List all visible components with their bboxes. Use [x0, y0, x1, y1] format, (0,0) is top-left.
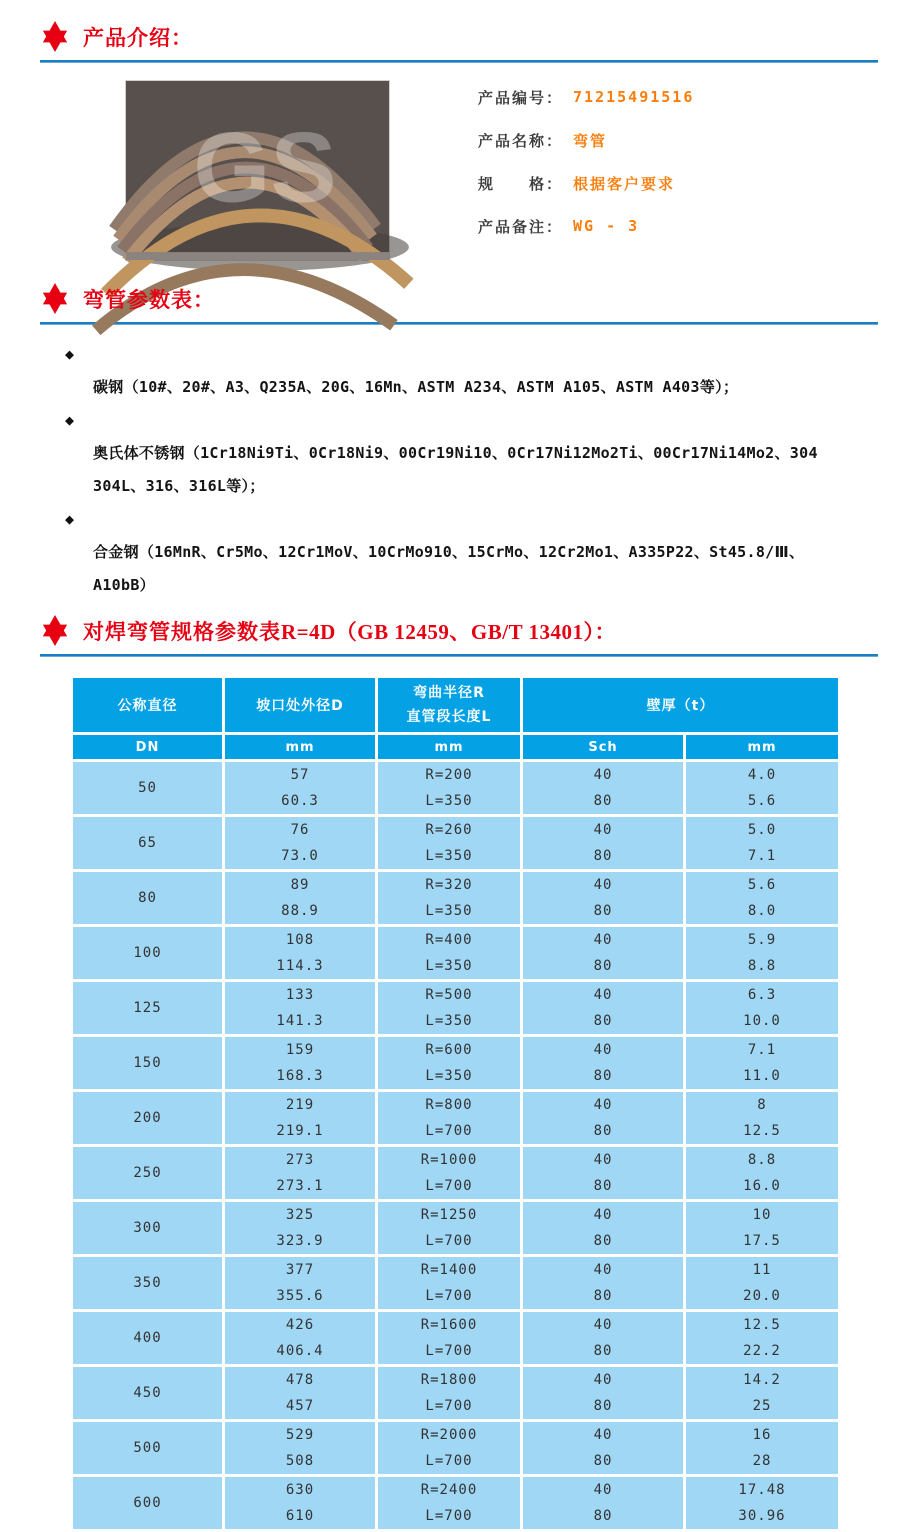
cell-thickness-value: 7.1 [747, 848, 777, 864]
cell-radius-length-value: R=800 [425, 1097, 473, 1113]
cell-sch-value: 40 [593, 767, 613, 783]
header-radius: 弯曲半径R [413, 685, 485, 701]
field-value: 根据客户要求 [573, 174, 676, 193]
cell-dn [72, 926, 224, 981]
cell-sch-value: 80 [593, 1123, 613, 1139]
cell-outer-diameter-value: 168.3 [276, 1068, 324, 1084]
cell-radius-length [377, 1091, 522, 1146]
cell-dn-value: 250 [133, 1165, 162, 1181]
cell-radius-length-value: R=200 [425, 767, 473, 783]
cell-outer-diameter [224, 1256, 377, 1311]
cell-outer-diameter-value: 377 [285, 1262, 315, 1278]
cell-outer-diameter [224, 1091, 377, 1146]
cell-sch-value: 40 [593, 1042, 613, 1058]
cell-radius-length-value: L=700 [425, 1288, 473, 1304]
cell-thickness [685, 981, 840, 1036]
cell-radius-length-value: R=1250 [420, 1207, 478, 1223]
cell-radius-length-value: L=700 [425, 1123, 473, 1139]
cell-outer-diameter-value: 219.1 [276, 1123, 324, 1139]
cell-radius-length-value: L=700 [425, 1178, 473, 1194]
cell-dn-value: 450 [133, 1385, 162, 1401]
product-info [478, 80, 694, 261]
spec-table-row [72, 871, 840, 926]
cell-thickness-value: 12.5 [743, 1123, 781, 1139]
cell-sch-value: 40 [593, 1427, 613, 1443]
cell-dn-value: 65 [138, 835, 157, 851]
material-item-carbon-steel [65, 338, 869, 404]
cell-thickness-value: 12.5 [743, 1317, 781, 1333]
cell-thickness-value: 20.0 [743, 1288, 781, 1304]
cell-outer-diameter-value: 73.0 [281, 848, 319, 864]
star-icon [40, 282, 70, 315]
cell-dn-value: 100 [133, 945, 162, 961]
cell-sch-value: 40 [593, 932, 613, 948]
cell-radius-length-value: R=1000 [420, 1152, 478, 1168]
cell-radius-length [377, 1311, 522, 1366]
field-label: 产品备注： [478, 217, 564, 236]
cell-radius-length [377, 1366, 522, 1421]
cell-radius-length-value: L=350 [425, 958, 473, 974]
cell-dn [72, 981, 224, 1036]
cell-outer-diameter-value: 219 [285, 1097, 315, 1113]
spec-title-cn: 对焊弯管规格参数表 [83, 619, 281, 644]
cell-thickness-value: 6.3 [747, 987, 777, 1003]
cell-outer-diameter-value: 325 [285, 1207, 315, 1223]
subheader-dn: DN [72, 734, 224, 761]
cell-sch [522, 1421, 685, 1476]
cell-radius-length-value: R=400 [425, 932, 473, 948]
cell-outer-diameter-value: 355.6 [276, 1288, 324, 1304]
cell-thickness-value: 5.6 [747, 877, 777, 893]
cell-dn [72, 871, 224, 926]
field-value: 弯管 [573, 131, 608, 150]
product-photo [125, 80, 390, 261]
cell-dn [72, 1036, 224, 1091]
spec-table-row [72, 1421, 840, 1476]
cell-dn-value: 600 [133, 1495, 162, 1511]
cell-radius-length-value: L=350 [425, 903, 473, 919]
cell-radius-length-value: R=600 [425, 1042, 473, 1058]
cell-radius-length-value: R=2400 [420, 1482, 478, 1498]
cell-thickness [685, 1421, 840, 1476]
cell-dn [72, 1476, 224, 1531]
cell-sch [522, 981, 685, 1036]
cell-thickness-value: 5.0 [747, 822, 777, 838]
divider-line [40, 60, 878, 63]
cell-radius-length-value: L=350 [425, 793, 473, 809]
cell-dn [72, 1201, 224, 1256]
cell-thickness-value: 8.0 [747, 903, 777, 919]
section-params-header [40, 282, 909, 315]
cell-sch [522, 1311, 685, 1366]
section-intro-header [40, 20, 909, 53]
cell-outer-diameter-value: 529 [285, 1427, 315, 1443]
section-spec [0, 614, 909, 657]
cell-dn-value: 125 [133, 1000, 162, 1016]
cell-sch-value: 80 [593, 1013, 613, 1029]
divider-line [40, 654, 878, 657]
cell-dn [72, 1311, 224, 1366]
cell-thickness-value: 14.2 [743, 1372, 781, 1388]
spec-table [70, 675, 841, 1532]
cell-dn [72, 761, 224, 816]
cell-outer-diameter-value: 60.3 [281, 793, 319, 809]
cell-thickness-value: 8.8 [747, 1152, 777, 1168]
cell-radius-length-value: R=2000 [420, 1427, 478, 1443]
cell-radius-length-value: L=700 [425, 1343, 473, 1359]
spec-table-row [72, 1476, 840, 1531]
cell-radius-length-value: R=1600 [420, 1317, 478, 1333]
field-label: 产品名称： [478, 131, 564, 150]
cell-outer-diameter [224, 761, 377, 816]
cell-radius-length [377, 816, 522, 871]
header-straight-length: 直管段长度L [406, 709, 492, 725]
cell-thickness [685, 1201, 840, 1256]
material-text: 奥氏体不锈钢（1Cr18Ni9Ti、0Cr18Ni9、00Cr19Ni10、0Cr17Ni12Mo2Ti、00Cr17Ni14Mo2、304 304L、316、316L等）； [93, 444, 818, 495]
cell-sch [522, 1476, 685, 1531]
diamond-bullet-icon: ◆ [65, 411, 75, 429]
spec-table-row [72, 816, 840, 871]
cell-sch-value: 40 [593, 1482, 613, 1498]
cell-outer-diameter-value: 133 [285, 987, 315, 1003]
cell-outer-diameter-value: 57 [290, 767, 310, 783]
cell-radius-length-value: R=500 [425, 987, 473, 1003]
cell-sch [522, 1366, 685, 1421]
cell-thickness-value: 5.9 [747, 932, 777, 948]
cell-thickness [685, 816, 840, 871]
spec-table-row [72, 1201, 840, 1256]
cell-thickness-value: 22.2 [743, 1343, 781, 1359]
product-field-code [478, 86, 694, 108]
cell-sch [522, 926, 685, 981]
cell-radius-length [377, 1256, 522, 1311]
watermark-text: GS [193, 111, 337, 223]
section-intro [0, 0, 909, 63]
cell-thickness-value: 25 [752, 1398, 772, 1414]
cell-outer-diameter-value: 323.9 [276, 1233, 324, 1249]
cell-sch-value: 80 [593, 1178, 613, 1194]
cell-dn-value: 500 [133, 1440, 162, 1456]
cell-thickness [685, 871, 840, 926]
cell-radius-length [377, 871, 522, 926]
cell-outer-diameter-value: 76 [290, 822, 310, 838]
divider-line [40, 322, 878, 325]
cell-radius-length-value: R=320 [425, 877, 473, 893]
cell-radius-length-value: L=350 [425, 1068, 473, 1084]
cell-sch-value: 40 [593, 877, 613, 893]
cell-radius-length [377, 926, 522, 981]
section-spec-title [83, 616, 616, 646]
cell-outer-diameter [224, 871, 377, 926]
cell-sch [522, 816, 685, 871]
field-label: 产品编号： [478, 88, 564, 107]
cell-thickness-value: 11 [752, 1262, 772, 1278]
cell-radius-length [377, 1476, 522, 1531]
cell-outer-diameter-value: 89 [290, 877, 310, 893]
cell-dn [72, 1091, 224, 1146]
cell-sch-value: 40 [593, 1262, 613, 1278]
cell-thickness-value: 10.0 [743, 1013, 781, 1029]
cell-sch [522, 1256, 685, 1311]
cell-radius-length-value: L=350 [425, 848, 473, 864]
cell-sch-value: 80 [593, 1343, 613, 1359]
cell-sch-value: 80 [593, 1233, 613, 1249]
header-outer-diameter: 坡口处外径D [224, 677, 377, 734]
spec-table-row [72, 1256, 840, 1311]
subheader-mm: mm [224, 734, 377, 761]
cell-radius-length [377, 1421, 522, 1476]
product-field-spec [478, 172, 694, 194]
cell-outer-diameter-value: 159 [285, 1042, 315, 1058]
cell-thickness-value: 16.0 [743, 1178, 781, 1194]
section-spec-header [40, 614, 909, 647]
cell-radius-length-value: L=350 [425, 1013, 473, 1029]
cell-thickness-value: 17.48 [738, 1482, 786, 1498]
cell-dn-value: 150 [133, 1055, 162, 1071]
cell-radius-length [377, 1201, 522, 1256]
cell-outer-diameter [224, 816, 377, 871]
spec-table-subheader-row [72, 734, 840, 761]
cell-radius-length-value: L=700 [425, 1398, 473, 1414]
product-field-remark [478, 215, 694, 237]
cell-sch [522, 1201, 685, 1256]
section-params [0, 282, 909, 325]
cell-thickness [685, 926, 840, 981]
cell-radius-length-value: L=700 [425, 1453, 473, 1469]
cell-sch-value: 80 [593, 1288, 613, 1304]
cell-sch [522, 761, 685, 816]
cell-outer-diameter-value: 426 [285, 1317, 315, 1333]
cell-sch-value: 40 [593, 1152, 613, 1168]
cell-outer-diameter-value: 141.3 [276, 1013, 324, 1029]
cell-thickness [685, 1036, 840, 1091]
cell-radius-length [377, 1146, 522, 1201]
header-wall-thickness: 壁厚（t） [522, 677, 840, 734]
spec-table-row [72, 1091, 840, 1146]
cell-dn [72, 1146, 224, 1201]
cell-sch-value: 80 [593, 1068, 613, 1084]
cell-outer-diameter-value: 457 [285, 1398, 315, 1414]
header-radius-length [377, 677, 522, 734]
cell-outer-diameter [224, 1146, 377, 1201]
field-label: 规 格： [478, 174, 564, 193]
spec-table-row [72, 1311, 840, 1366]
cell-thickness-value: 5.6 [747, 793, 777, 809]
cell-outer-diameter-value: 273 [285, 1152, 315, 1168]
section-intro-title: 产品介绍： [83, 25, 193, 50]
cell-thickness [685, 761, 840, 816]
cell-dn-value: 200 [133, 1110, 162, 1126]
cell-dn [72, 1421, 224, 1476]
cell-sch-value: 40 [593, 987, 613, 1003]
cell-outer-diameter [224, 981, 377, 1036]
spec-table-row [72, 1146, 840, 1201]
spec-table-row [72, 1366, 840, 1421]
cell-dn [72, 816, 224, 871]
cell-thickness-value: 4.0 [747, 767, 777, 783]
cell-outer-diameter-value: 88.9 [281, 903, 319, 919]
material-list [65, 338, 869, 602]
cell-thickness-value: 8.8 [747, 958, 777, 974]
cell-dn [72, 1366, 224, 1421]
cell-outer-diameter [224, 1036, 377, 1091]
cell-thickness [685, 1256, 840, 1311]
cell-thickness-value: 11.0 [743, 1068, 781, 1084]
cell-radius-length [377, 761, 522, 816]
cell-outer-diameter-value: 630 [285, 1482, 315, 1498]
cell-sch [522, 1036, 685, 1091]
cell-outer-diameter-value: 406.4 [276, 1343, 324, 1359]
cell-outer-diameter [224, 1476, 377, 1531]
cell-sch-value: 40 [593, 1207, 613, 1223]
cell-outer-diameter [224, 1366, 377, 1421]
material-item-alloy-steel [65, 503, 869, 602]
section-params-title: 弯管参数表： [83, 287, 215, 312]
cell-thickness [685, 1146, 840, 1201]
cell-outer-diameter [224, 926, 377, 981]
cell-dn-value: 350 [133, 1275, 162, 1291]
cell-thickness-value: 7.1 [747, 1042, 777, 1058]
material-text: 碳钢（10#、20#、A3、Q235A、20G、16Mn、ASTM A234、ASTM A105、ASTM A403等）； [93, 378, 739, 396]
material-item-stainless-steel [65, 404, 869, 503]
bent-pipes-image [126, 81, 389, 260]
cell-sch-value: 80 [593, 1398, 613, 1414]
cell-thickness-value: 28 [752, 1453, 772, 1469]
cell-sch-value: 80 [593, 1453, 613, 1469]
cell-thickness-value: 30.96 [738, 1508, 786, 1524]
cell-outer-diameter-value: 478 [285, 1372, 315, 1388]
cell-radius-length-value: R=1400 [420, 1262, 478, 1278]
cell-outer-diameter [224, 1421, 377, 1476]
cell-outer-diameter [224, 1311, 377, 1366]
star-icon [40, 614, 70, 647]
subheader-sch: Sch [522, 734, 685, 761]
spec-table-row [72, 1036, 840, 1091]
cell-outer-diameter-value: 108 [285, 932, 315, 948]
cell-thickness [685, 1311, 840, 1366]
cell-outer-diameter-value: 610 [285, 1508, 315, 1524]
subheader-mm: mm [377, 734, 522, 761]
header-nominal-diameter: 公称直径 [72, 677, 224, 734]
cell-sch-value: 40 [593, 1317, 613, 1333]
spec-table-row [72, 981, 840, 1036]
cell-dn [72, 1256, 224, 1311]
cell-sch [522, 1091, 685, 1146]
cell-thickness-value: 10 [752, 1207, 772, 1223]
spec-table-row [72, 761, 840, 816]
cell-radius-length-value: L=700 [425, 1508, 473, 1524]
cell-dn-value: 50 [138, 780, 157, 796]
material-text: 合金钢（16MnR、Cr5Mo、12Cr1MoV、10CrMo910、15CrMo、12Cr2Mo1、A335P22、St45.8/Ⅲ、 A10bB） [93, 543, 805, 594]
diamond-bullet-icon: ◆ [65, 345, 75, 363]
product-summary [0, 80, 909, 261]
cell-thickness [685, 1476, 840, 1531]
star-icon [40, 20, 70, 53]
cell-radius-length-value: R=260 [425, 822, 473, 838]
cell-dn-value: 80 [138, 890, 157, 906]
cell-sch [522, 871, 685, 926]
spec-table-row [72, 926, 840, 981]
cell-radius-length [377, 1036, 522, 1091]
cell-sch-value: 80 [593, 1508, 613, 1524]
cell-sch [522, 1146, 685, 1201]
cell-dn-value: 300 [133, 1220, 162, 1236]
cell-sch-value: 40 [593, 1097, 613, 1113]
cell-thickness [685, 1366, 840, 1421]
cell-dn-value: 400 [133, 1330, 162, 1346]
spec-table-header-row [72, 677, 840, 734]
cell-sch-value: 80 [593, 958, 613, 974]
subheader-mm: mm [685, 734, 840, 761]
cell-sch-value: 40 [593, 1372, 613, 1388]
cell-radius-length [377, 981, 522, 1036]
diamond-bullet-icon: ◆ [65, 510, 75, 528]
cell-outer-diameter-value: 273.1 [276, 1178, 324, 1194]
cell-thickness-value: 8 [757, 1097, 767, 1113]
cell-outer-diameter-value: 114.3 [276, 958, 324, 974]
cell-thickness-value: 17.5 [743, 1233, 781, 1249]
cell-radius-length-value: L=700 [425, 1233, 473, 1249]
spec-title-standard: R=4D（GB 12459、GB/T 13401）： [281, 619, 616, 644]
cell-thickness-value: 16 [752, 1427, 772, 1443]
cell-sch-value: 80 [593, 903, 613, 919]
cell-sch-value: 80 [593, 848, 613, 864]
field-value: 71215491516 [573, 88, 695, 106]
cell-outer-diameter [224, 1201, 377, 1256]
cell-radius-length-value: R=1800 [420, 1372, 478, 1388]
cell-sch-value: 80 [593, 793, 613, 809]
cell-thickness [685, 1091, 840, 1146]
field-value: WG - 3 [573, 217, 640, 235]
product-field-name [478, 129, 694, 151]
cell-outer-diameter-value: 508 [285, 1453, 315, 1469]
cell-sch-value: 40 [593, 822, 613, 838]
